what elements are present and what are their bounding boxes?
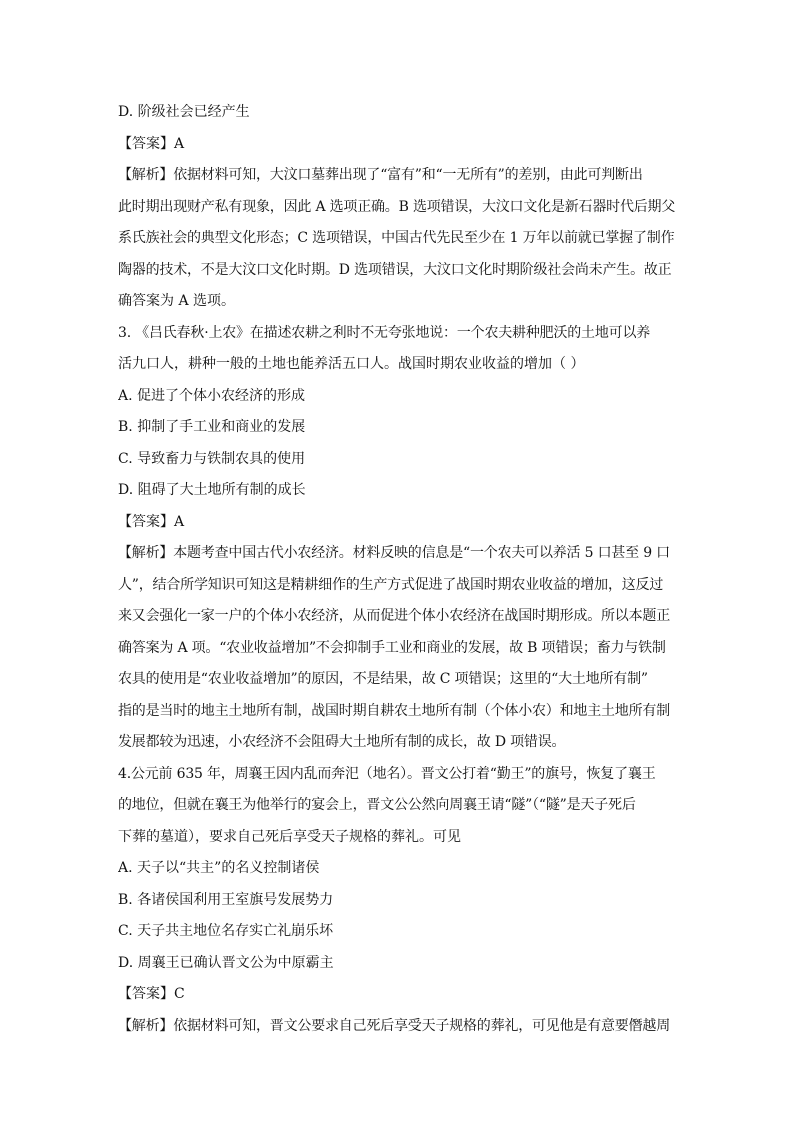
q4-stem [118, 759, 678, 854]
q4-answer: 【答案】C [118, 986, 185, 1002]
q4-stem-line: 的地位，但就在襄王为他举行的宴会上，晋文公公然向周襄王请“隧”（“隧”是天子死后 [118, 797, 636, 813]
q3-analysis-line: 【解析】本题考查中国古代小农经济。材料反映的信息是“一个农夫可以养活 5 口甚至 9 口 [118, 545, 670, 561]
q2-analysis-line: 【解析】依据材料可知，大汶口墓葬出现了“富有”和“一无所有”的差别，由此可判断出 [118, 167, 643, 183]
q3-option-d: D. 阻碍了大土地所有制的成长 [118, 482, 306, 498]
q3-options [118, 381, 678, 507]
q3-stem-line: 3. 《吕氏春秋·上农》在描述农耕之利时不无夸张地说：一个农夫耕种肥沃的土地可以养 [118, 324, 651, 341]
q3-analysis-line: 发展都较为迅速，小农经济不会阻碍大土地所有制的成长，故 D 项错误。 [118, 734, 566, 750]
q4-analysis [118, 1011, 678, 1043]
q4-options [118, 853, 678, 979]
q3-stem-line: 活九口人，耕种一般的土地也能养活五口人。战国时期农业收益的增加（ ） [118, 356, 585, 372]
q3-analysis-line: 确答案为 A 项。“农业收益增加”不会抑制手工业和商业的发展，故 B 项错误；畜力与铁制 [118, 639, 666, 656]
q3-option-c: C. 导致畜力与铁制农具的使用 [118, 450, 306, 467]
q3-analysis [118, 538, 678, 759]
q2-analysis-line: 陶器的技术，不是大汶口文化时期。D 选项错误，大汶口文化时期阶级社会尚未产生。故正 [118, 261, 672, 278]
q3-option-a: A. 促进了个体小农经济的形成 [118, 387, 306, 404]
q3-answer: 【答案】A [118, 513, 185, 530]
q3-analysis-line: 指的是当时的地主土地所有制，战国时期自耕农土地所有制（个体小农）和地主土地所有制 [118, 702, 670, 719]
q3-stem [118, 318, 678, 381]
q4-analysis-line: 【解析】依据材料可知，晋文公要求自己死后享受天子规格的葬礼，可见他是有意要僭越周 [118, 1017, 670, 1034]
q2-option-d: D. 阶级社会已经产生 [118, 104, 250, 120]
q3-option-b: B. 抑制了手工业和商业的发展 [118, 419, 306, 435]
q2-answer: 【答案】A [118, 135, 185, 152]
q4-option-b: B. 各诸侯国利用王室旗号发展势力 [118, 891, 334, 908]
q2-analysis-line: 确答案为 A 选项。 [118, 293, 236, 309]
q2-analysis-line: 系氏族社会的典型文化形态；C 选项错误，中国古代先民至少在 1 万年以前就已掌握了制作 [118, 230, 675, 246]
q2-analysis-line: 此时期出现财产私有现象，因此 A 选项正确。B 选项错误，大汶口文化是新石器时代后期父 [118, 198, 676, 215]
q4-option-d: D. 周襄王已确认晋文公为中原霸主 [118, 954, 334, 971]
q3-analysis-line: 农具的使用是“农业收益增加”的原因，不是结果，故 C 项错误；这里的“大土地所有制” [118, 671, 648, 687]
document-page [118, 97, 678, 1042]
q4-stem-line: 4.公元前 635 年，周襄王因内乱而奔汜（地名）。晋文公打着“勤王”的旗号，恢复了襄王 [118, 765, 656, 782]
q3-analysis-line: 来又会强化一家一户的个体小农经济，从而促进个体小农经济在战国时期形成。所以本题正 [118, 608, 670, 624]
q4-option-c: C. 天子共主地位名存实亡礼崩乐坏 [118, 923, 334, 939]
q2-analysis [118, 160, 678, 318]
q4-stem-line: 下葬的墓道），要求自己死后享受天子规格的葬礼。可见 [118, 828, 461, 845]
q4-option-a: A. 天子以“共主”的名义控制诸侯 [118, 860, 320, 876]
q3-analysis-line: 人”，结合所学知识可知这是精耕细作的生产方式促进了战国时期农业收益的增加，这反过 [118, 576, 664, 593]
